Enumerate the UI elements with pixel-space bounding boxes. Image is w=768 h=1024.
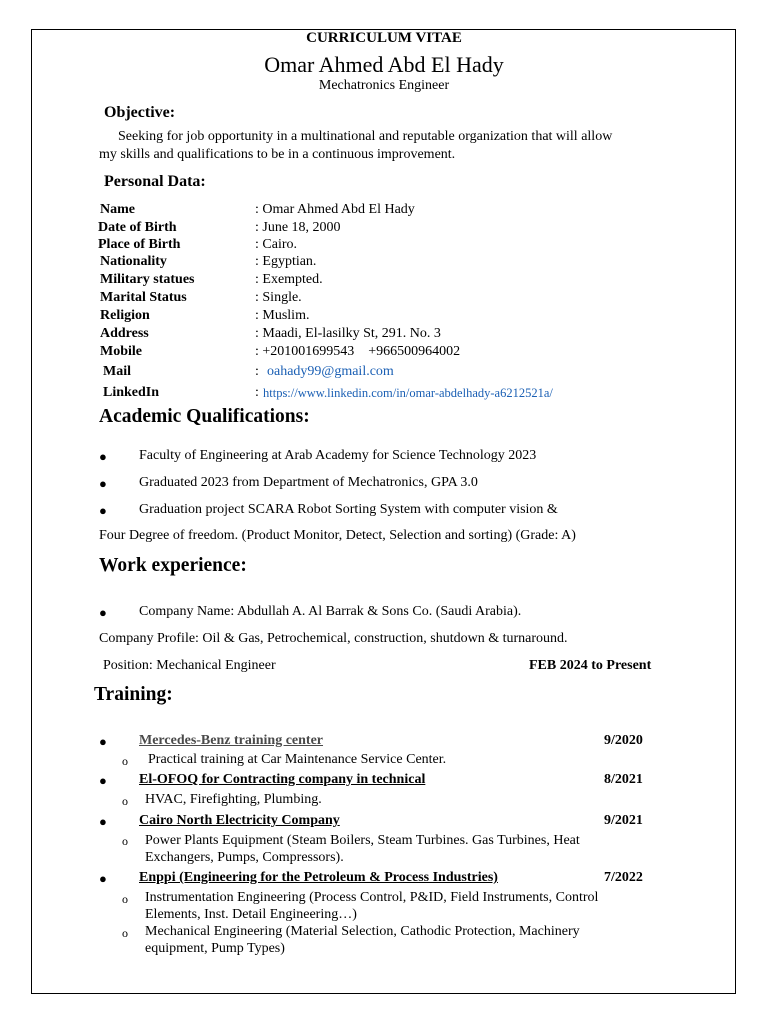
label-date-of-birth: Date of Birth xyxy=(98,220,177,235)
value-marital-status: : Single. xyxy=(255,290,302,305)
training-heading: Training: xyxy=(94,684,173,705)
sub-bullet-icon: o xyxy=(122,754,128,768)
value-place-of-birth: : Cairo. xyxy=(255,237,297,252)
objective-line-1: Seeking for job opportunity in a multinational and reputable organization that will allow xyxy=(118,129,613,144)
training-name-2: El-OFOQ for Contracting company in technical xyxy=(139,772,426,787)
work-position: Position: Mechanical Engineer xyxy=(103,658,276,673)
sub-bullet-icon: o xyxy=(122,794,128,808)
bullet-icon: ● xyxy=(99,814,107,829)
personal-data-heading: Personal Data: xyxy=(104,173,206,190)
candidate-name: Omar Ahmed Abd El Hady xyxy=(264,52,504,77)
academic-item-2: Graduated 2023 from Department of Mechatronics, GPA 3.0 xyxy=(139,475,478,490)
email-link[interactable]: oahady99@gmail.com xyxy=(267,364,394,379)
label-religion: Religion xyxy=(100,308,150,323)
training-date-1: 9/2020 xyxy=(604,733,643,748)
label-linkedin: LinkedIn xyxy=(103,385,160,400)
academic-heading: Academic Qualifications: xyxy=(99,406,310,427)
label-military-status: Military statues xyxy=(100,272,195,287)
label-nationality: Nationality xyxy=(100,254,167,269)
candidate-title: Mechatronics Engineer xyxy=(318,78,450,93)
work-period: FEB 2024 to Present xyxy=(529,658,652,673)
value-date-of-birth: : June 18, 2000 xyxy=(255,220,341,235)
objective-line-2: my skills and qualifications to be in a continuous improvement. xyxy=(99,147,456,162)
label-name: Name xyxy=(100,202,135,217)
objective-heading: Objective: xyxy=(104,104,176,121)
training-date-2: 8/2021 xyxy=(604,772,643,787)
label-address: Address xyxy=(100,326,149,341)
training-detail-2: HVAC, Firefighting, Plumbing. xyxy=(145,792,322,807)
academic-item-3: Graduation project SCARA Robot Sorting System with computer vision & xyxy=(139,502,558,517)
work-heading: Work experience: xyxy=(99,555,247,576)
work-company: Company Name: Abdullah A. Al Barrak & Sons Co. (Saudi Arabia). xyxy=(139,604,522,619)
bullet-icon: ● xyxy=(99,503,107,518)
work-profile: Company Profile: Oil & Gas, Petrochemical, construction, shutdown & turnaround. xyxy=(99,631,568,646)
academic-item-3-continuation: Four Degree of freedom. (Product Monitor, Detect, Selection and sorting) (Grade: A) xyxy=(99,528,576,543)
training-detail-4b: Elements, Inst. Detail Engineering…) xyxy=(145,907,357,922)
training-name-4: Enppi (Engineering for the Petroleum & Process Industries) xyxy=(139,870,498,885)
bullet-icon: ● xyxy=(99,476,107,491)
label-mail: Mail xyxy=(103,364,131,379)
label-mobile: Mobile xyxy=(100,344,142,359)
training-detail-4a: Instrumentation Engineering (Process Control, P&ID, Field Instruments, Control xyxy=(145,890,599,905)
bullet-icon: ● xyxy=(99,605,107,620)
sub-bullet-icon: o xyxy=(122,892,128,906)
value-nationality: : Egyptian. xyxy=(255,254,317,269)
training-date-3: 9/2021 xyxy=(604,813,643,828)
linkedin-link[interactable]: https://www.linkedin.com/in/omar-abdelhady-a6212521a/ xyxy=(263,386,553,400)
document-title: CURRICULUM VITAE xyxy=(306,30,462,46)
bullet-icon: ● xyxy=(99,449,107,464)
value-military-status: : Exempted. xyxy=(255,272,323,287)
training-detail-4d: equipment, Pump Types) xyxy=(145,941,285,956)
training-detail-4c: Mechanical Engineering (Material Selection, Cathodic Protection, Machinery xyxy=(145,924,580,939)
label-place-of-birth: Place of Birth xyxy=(98,237,181,252)
academic-item-1: Faculty of Engineering at Arab Academy for Science Technology 2023 xyxy=(139,448,537,463)
value-address: : Maadi, El-lasilky St, 291. No. 3 xyxy=(255,326,441,341)
bullet-icon: ● xyxy=(99,773,107,788)
training-detail-3a: Power Plants Equipment (Steam Boilers, Steam Turbines. Gas Turbines, Heat xyxy=(145,833,580,848)
mail-colon: : xyxy=(255,364,259,379)
value-religion: : Muslim. xyxy=(255,308,310,323)
training-name-3: Cairo North Electricity Company xyxy=(139,813,340,828)
label-marital-status: Marital Status xyxy=(100,290,187,305)
training-date-4: 7/2022 xyxy=(604,870,643,885)
bullet-icon: ● xyxy=(99,734,107,749)
value-name: : Omar Ahmed Abd El Hady xyxy=(255,202,415,217)
linkedin-colon: : xyxy=(255,385,259,400)
value-mobile: : +201001699543 +966500964002 xyxy=(255,344,461,359)
bullet-icon: ● xyxy=(99,871,107,886)
training-detail-3b: Exchangers, Pumps, Compressors). xyxy=(145,850,344,865)
training-name-1: Mercedes-Benz training center xyxy=(139,733,324,748)
training-detail-1: Practical training at Car Maintenance Service Center. xyxy=(148,752,447,767)
sub-bullet-icon: o xyxy=(122,926,128,940)
sub-bullet-icon: o xyxy=(122,834,128,848)
